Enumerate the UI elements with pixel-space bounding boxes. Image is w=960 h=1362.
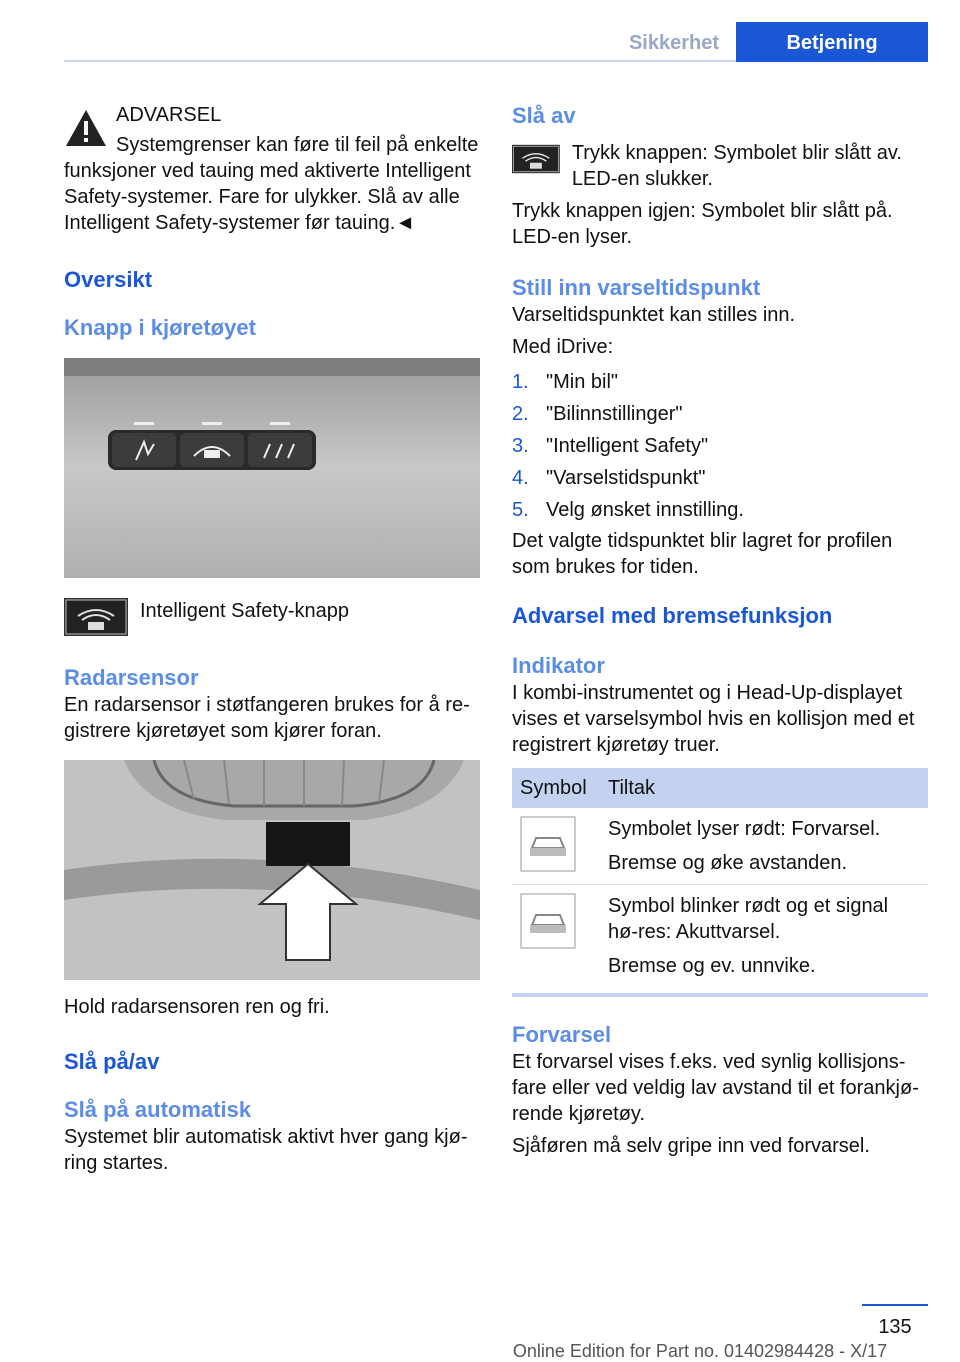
steps-list (512, 366, 928, 526)
auto-text: Systemet blir automatisk aktivt hver gang kjø-ring startes. (64, 1126, 468, 1174)
table-row (512, 808, 928, 885)
icon-caption-row (64, 598, 480, 636)
heading-time: Still inn varseltidspunkt (512, 275, 761, 300)
row1-action-b: Bremse og øke avstanden. (608, 852, 848, 874)
driver-text: Sjåføren må selv gripe inn ved forvarsel. (512, 1135, 870, 1157)
warning-title: ADVARSEL (116, 104, 222, 126)
list-item: 4. "Varselstidspunkt" (512, 467, 706, 489)
heading-indicator: Indikator (512, 653, 605, 678)
heading-auto: Slå på automatisk (64, 1097, 252, 1122)
tab-betjening[interactable]: Betjening (736, 22, 928, 62)
tab-sikkerhet[interactable]: Sikkerhet (628, 32, 720, 54)
list-item: 5. Velg ønsket innstilling. (512, 499, 744, 521)
warning-icon (64, 108, 108, 148)
list-item: 3. "Intelligent Safety" (512, 435, 709, 457)
intelligent-safety-icon (512, 140, 560, 178)
list-item: 1. "Min bil" (512, 371, 618, 393)
prewarning-text: Et forvarsel vises f.eks. ved synlig kollisjons-fare eller ved veldig lav avstand til et forankjø-rende kjøretøy. (512, 1051, 919, 1125)
warning-block (64, 102, 480, 236)
col-tiltak: Tiltak (600, 768, 928, 808)
heading-button: Knapp i kjøretøyet (64, 315, 256, 340)
car-warning-icon (520, 816, 576, 872)
row1-action-a: Symbolet lyser rødt: Forvarsel. (608, 818, 881, 840)
table-end-bar (512, 993, 928, 997)
right-column (512, 102, 928, 1165)
warning-text: Systemgrenser kan føre til feil på enkelte funksjoner ved tauing med aktiverte Intelligent Safety-systemer. Fare for ulykker. Slå av alle Intelligent Safety-systemer før tauing.◄ (64, 134, 479, 234)
button-panel-photo (64, 358, 480, 578)
intelligent-safety-icon (64, 598, 128, 636)
on-text: Trykk knappen igjen: Symbolet blir slått på. LED-en lyser. (512, 200, 893, 248)
heading-onoff: Slå på/av (64, 1049, 160, 1074)
heading-prewarning: Forvarsel (512, 1022, 612, 1047)
off-row (512, 140, 928, 192)
col-symbol: Symbol (512, 768, 600, 808)
symbol-table (512, 768, 928, 987)
indicator-text: I kombi-instrumentet og i Head-Up-displayet vises et varselsymbol hvis en kollisjon med et registrert kjøretøy truer. (512, 682, 915, 756)
radar-text: En radarsensor i støtfangeren brukes for å re-gistrere kjøretøyet som kjører foran. (64, 694, 470, 742)
row2-action-a: Symbol blinker rødt og et signal hø-res: Akuttvarsel. (608, 895, 889, 943)
heading-overview: Oversikt (64, 267, 153, 292)
car-warning-icon (520, 893, 576, 949)
radar-clean-text: Hold radarsensoren ren og fri. (64, 996, 330, 1018)
footer-line (862, 1304, 928, 1306)
row2-action-b: Bremse og ev. unnvike. (608, 955, 816, 977)
table-row (512, 885, 928, 988)
radar-sensor-photo (64, 760, 480, 980)
time-text: Varseltidspunktet kan stilles inn. (512, 304, 796, 326)
list-item: 2. "Bilinnstillinger" (512, 403, 683, 425)
footer-edition: Online Edition for Part no. 01402984428 - X/17 (512, 1341, 888, 1361)
left-column (64, 102, 480, 1182)
heading-brake: Advarsel med bremsefunksjon (512, 603, 833, 628)
idrive-text: Med iDrive: (512, 336, 614, 358)
heading-off: Slå av (512, 103, 576, 128)
icon-caption: Intelligent Safety-knapp (140, 600, 350, 622)
page-number: 135 (878, 1316, 912, 1338)
heading-radar: Radarsensor (64, 665, 199, 690)
off-text: Trykk knappen: Symbolet blir slått av. LED-en slukker. (571, 142, 902, 190)
saved-text: Det valgte tidspunktet blir lagret for profilen som brukes for tiden. (512, 530, 893, 578)
